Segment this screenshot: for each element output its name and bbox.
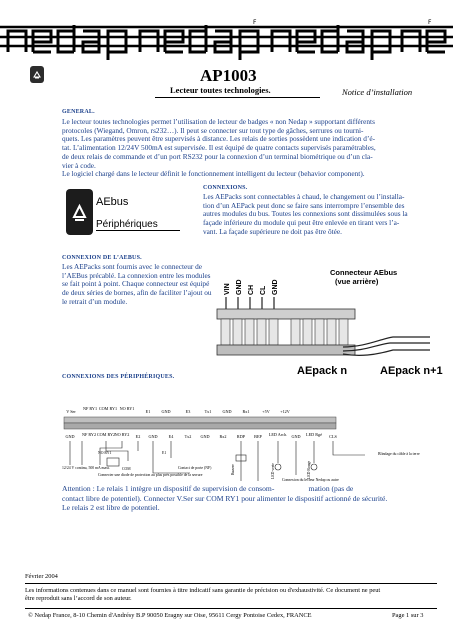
svg-text:E4: E4 [168,434,174,439]
svg-text:NO RY1: NO RY1 [119,406,135,411]
connector-caption-1: Connecteur AEbus [330,268,398,277]
power-note: 12/24 V continu, 500 mA maxi. [62,466,111,470]
nedap-logo-blocks [8,25,445,60]
terminal-top-labels [66,406,290,414]
buzzer-label: Buzzer [231,464,235,475]
general-heading: GENERAL. [62,109,95,115]
terminal-strip-top [64,417,336,423]
svg-text:GND: GND [222,409,232,414]
svg-text:COM RY2: COM RY2 [96,432,116,437]
connexions-paragraph: Les AEPacks sont connectables à chaud, le changement ou l’installa- tion d’un AEPack peut donc se faire sans interrompre l’ensemble des autres modules du bus. Toutes les connexions sont dissimulées sous la façade inférieure du module qui peut être enlevée en tirant vers l’a- vant. La façade supérieure ne doit pas être ôtée. [203,192,408,236]
nedap-banner [0,0,453,60]
reader-note: Connexion du lecteur Nedap ou autre [282,478,339,482]
terminal-bottom-labels [65,432,337,439]
footer-date: Février 2004 [25,573,58,580]
svg-text:LED Arch.: LED Arch. [268,432,288,437]
svg-text:E3: E3 [185,409,191,414]
product-logo-icon [30,66,44,83]
banner-mark-2: F [428,19,432,26]
svg-text:LED Rgé: LED Rgé [306,432,322,437]
footer-copyright: © Nedap France, 8-10 Chemin d'Andrésy B.P 90050 Eragny sur Oise, 95611 Cergy Pontoise Cedex, FRANCE [28,612,312,619]
aepack-n-label: AEpack n [297,365,348,377]
aebus-connector-diagram [215,255,445,383]
svg-text:GND: GND [148,434,158,439]
page-subtitle: Lecteur toutes technologies. [170,85,271,95]
peripheriques-logo-text: Périphériques [96,219,158,230]
svg-text:GND: GND [65,434,75,439]
aebus-logo-rule [96,230,180,231]
wiring-diagram [60,403,440,483]
diode-note: Connecter une diode de protection au plus près possible de la serrure [98,473,203,477]
footer-disclaimer: Les informations contenues dans ce manuel sont fournies à titre indicatif sans garantie de précision ou d'exhaustivité. Ce document ne peut être reproduit sans l’accord de son auteur. [25,587,381,602]
attention-paragraph: Attention : Le relais 1 intègre un dispositif de supervision de consom- mation (pas de contact libre de potentiel). Connecter V.Ser sur COM RY1 pour alimenter le dispositif actionné de sécurité. Le relais 2 est libre de potentiel. [62,484,388,513]
lock-symbol [107,458,119,466]
svg-text:GND: GND [200,434,210,439]
connexion-aebus-heading: CONNEXION DE L’AEBUS. [62,255,142,261]
aebus-logo-icon [66,189,93,235]
led-verte-label: LED verte [271,463,275,479]
svg-text:NO RY2: NO RY2 [114,432,130,437]
connector-caption-2: (vue arrière) [335,277,379,286]
pin-label-ch: CH [248,284,255,295]
connector-bus-wires [343,337,430,355]
svg-text:E1: E1 [145,409,151,414]
banner-mark-1: F [253,19,257,26]
no-ry1-note: NO RY1 [98,451,112,455]
connector-body-bottom [217,345,355,355]
aepack-n1-label: AEpack n+1 [380,365,443,377]
pin-label-cl: CL [260,285,267,295]
door-note: Contact de porte (NF) [178,466,212,470]
com-note: COM [122,467,131,471]
page-number: Page 1 sur 3 [392,612,424,619]
shield-note: Blindage du câble à la terre [378,452,420,456]
footer-rule-bottom [25,608,437,609]
svg-text:V Ser: V Ser [66,409,76,414]
pin-label-gnd2: GND [272,279,279,295]
led-verte-symbol [275,464,281,470]
svg-text:Tx1: Tx1 [204,409,212,414]
notice-label: Notice d’installation [342,87,413,97]
svg-text:GND: GND [291,434,301,439]
svg-text:Rx2: Rx2 [219,434,227,439]
svg-text:Rx1: Rx1 [242,409,250,414]
led-rouge-label: LED Rouge [307,460,311,479]
connexions-heading: CONNEXIONS. [203,185,248,191]
svg-text:+5V: +5V [262,409,270,414]
led-rouge-symbol [311,464,317,470]
general-paragraph: Le lecteur toutes technologies permet l’utilisation de lecteur de badges « non Nedap » supportant différents protocoles (Wiegand, Omron, rs232…). Il peut se connecter sur tout type de gâches, serrures ou tourni- quets. Les paramètres peuvent être supervisés à distance. Les relais de sorties possèdent une indication d’é- tat. L’alimentation 12/24V 500mA est supervisée. Il est équipé de quatre contacts supervisés paramétrables, de deux relais de commande et d’un port RS232 pour la connexion d’un terminal biométrique ou d’un cla- vier à code. Le logiciel chargé dans le lecteur définit le fonctionnement intelligent du lecteur (behavior component). [62,117,376,179]
svg-text:BEP: BEP [254,434,262,439]
svg-text:+12V: +12V [280,409,290,414]
connector-body-top [217,309,355,319]
peripheriques-heading: CONNEXIONS DES PÉRIPHÉRIQUES. [62,374,175,380]
connexion-aebus-paragraph: Les AEPacks sont fournis avec le connecteur de l’AEBus précablé. La connexion entre les modules se fait point à point. Chaque connecteur est équipé de deux séries de bornes, afin de faciliter l’ajout ou le retrait d’un module. [62,262,212,306]
pin-label-gnd1: GND [236,279,243,295]
svg-text:NF RY1: NF RY1 [82,406,98,411]
aebus-logo-text: AEbus [96,196,129,208]
svg-text:GND: GND [161,409,171,414]
connector-terminals [221,319,348,345]
svg-text:COM RY1: COM RY1 [98,406,118,411]
svg-text:E2: E2 [135,434,141,439]
footer-rule-top [25,583,437,584]
svg-text:RDP: RDP [236,434,246,439]
svg-text:CLS: CLS [329,434,337,439]
model-title: AP1003 [200,66,257,85]
terminal-strip-bottom [64,423,336,429]
title-rule [155,97,320,98]
svg-text:NF RY2: NF RY2 [81,432,97,437]
pin-label-vin: VIN [224,283,231,295]
svg-text:Tx2: Tx2 [184,434,192,439]
e1-note: E1 [162,451,167,455]
